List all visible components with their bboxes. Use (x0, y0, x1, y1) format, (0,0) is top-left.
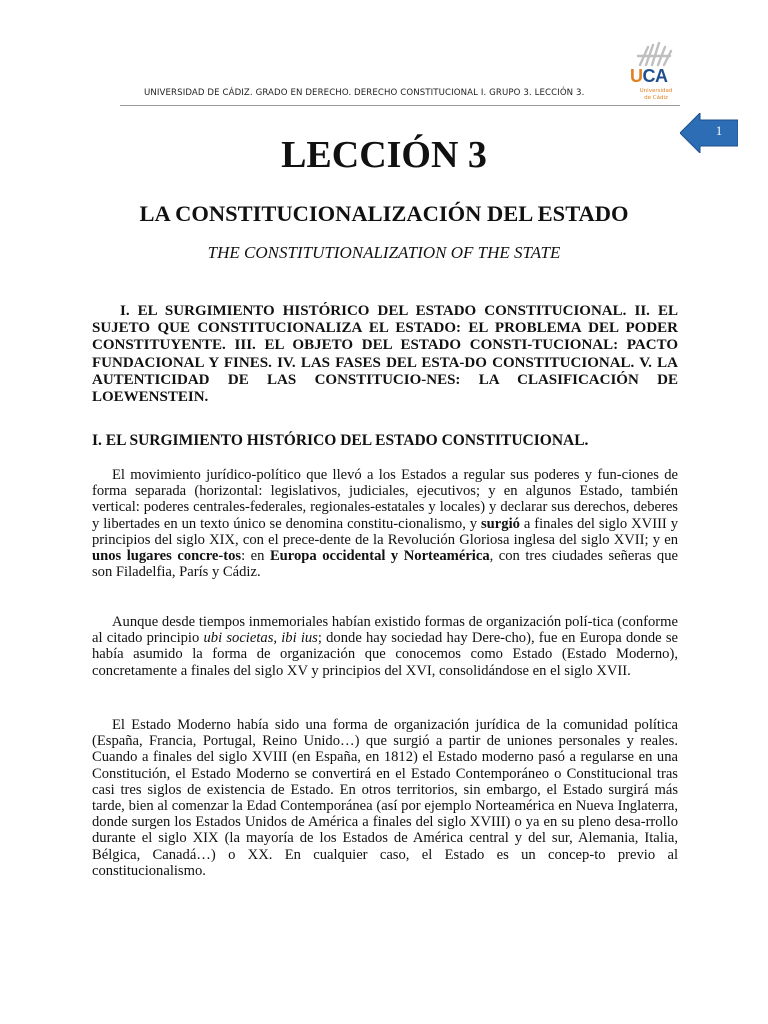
paragraph-3: El Estado Moderno había sido una forma de organización jurídica de la comunidad política (España, Francia, Portugal, Reino Unido…) que surgió a partir de uniones personales y reales. Cuando a finales del siglo XVIII (en España, en 1812) el Estado moderno pasó a regularse en una Constitución, el Estado Moderno se convertirá en el Estado Contemporáneo o Constitucional tras casi tres siglos de existencia de Estado. En otros territorios, sin embargo, el Estado surgirá más tarde, bien al comenzar la Edad Contemporánea (así por ejemplo Norteamérica en Nueva Inglaterra, donde surgen los Estados Unidos de América a finales del siglo XVIII) o ya en su pleno desa-rrollo durante el siglo XIX (la mayoría de los Estados de América central y del sur, Alemania, Italia, Bélgica, Canadá…) o XX. En cualquier caso, el Estado es un concep-to previo al constitucionalismo. (92, 717, 678, 879)
university-logo (630, 38, 680, 118)
header-rule (120, 105, 680, 106)
paragraph-2: Aunque desde tiempos inmemoriales habían existido formas de organización polí-tica (conforme al citado principio ubi societas, ibi ius; donde hay sociedad hay Dere-cho), fue en Europa donde se había asumido la forma de organización que conocemos como Estado (Estado Moderno), concretamente a finales del siglo XV y principios del XVI, consolidándose en el siglo XVII. (92, 614, 678, 679)
lesson-subtitle-english: THE CONSTITUTIONALIZATION OF THE STATE (207, 243, 561, 262)
logo-wordmark: UCA (630, 66, 668, 86)
uca-emblem-icon (634, 38, 674, 68)
logo-caption: Universidad de Cádiz (639, 88, 673, 101)
lesson-summary: I. EL SURGIMIENTO HISTÓRICO DEL ESTADO CONSTITUCIONAL. II. EL SUJETO QUE CONSTITUCIONALIZA EL ESTADO: EL PROBLEMA DEL PODER CONSTITUYENTE. III. EL OBJETO DEL ESTADO CONSTI-TUCIONAL: PACTO FUNDACIONAL Y FINES. IV. LAS FASES DEL ESTA-DO CONSTITUCIONAL. V. LA AUTENTICIDAD DE LAS CONSTITUCIO-NES: LA CLASIFICACIÓN DE LOEWENSTEIN. (92, 303, 678, 406)
lesson-title: LECCIÓN 3 (281, 134, 487, 176)
lesson-subtitle: LA CONSTITUCIONALIZACIÓN DEL ESTADO (139, 201, 629, 226)
paragraph-1: El movimiento jurídico-político que llevó a los Estados a regular sus poderes y fun-ciones de forma separada (horizontal: legislativos, judiciales, ejecutivos; y en algunos Estado, también vertical: poderes centrales-federales, regionales-estatales y locales) y declarar sus derechos, deberes y libertades en un texto único se denomina constitu-cionalismo, y surgió a finales del siglo XVIII y principios del siglo XIX, con el prece-dente de la Revolución Gloriosa inglesa del siglo XVII; y en unos lugares concre-tos: en Europa occidental y Norteamérica, con tres ciudades señeras que son Filadelfia, París y Cádiz. (92, 467, 679, 581)
section-heading: I. EL SURGIMIENTO HISTÓRICO DEL ESTADO CONSTITUCIONAL. (92, 432, 589, 449)
running-header: UNIVERSIDAD DE CÁDIZ. GRADO EN DERECHO. DERECHO CONSTITUCIONAL I. GRUPO 3. LECCIÓN 3. (144, 88, 585, 98)
page-number: 1 (715, 123, 723, 138)
